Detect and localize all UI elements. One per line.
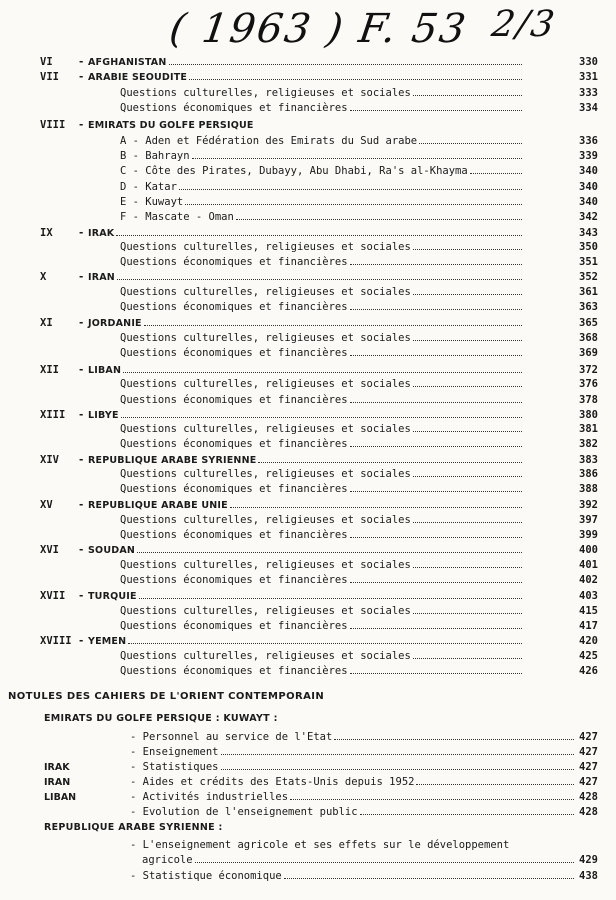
toc-entry-subtopic bbox=[0, 393, 616, 408]
toc-entry-country bbox=[0, 589, 616, 604]
page-number: 381 bbox=[579, 423, 598, 435]
toc-entry-country bbox=[0, 543, 616, 558]
subtopic-label: Questions économiques et financières bbox=[120, 665, 348, 677]
leader-dots bbox=[413, 339, 522, 341]
toc-entry-subtopic bbox=[0, 300, 616, 315]
subtopic bbox=[120, 346, 524, 361]
toc-entry-subtopic bbox=[0, 528, 616, 543]
subtopic-label: Questions économiques et financières bbox=[120, 256, 348, 268]
leader-dots bbox=[128, 642, 522, 644]
subtopic-label: Questions culturelles, religieuses et sociales bbox=[120, 423, 411, 435]
subtopic-label: E - Kuwayt bbox=[120, 196, 184, 208]
leader-dots bbox=[137, 551, 522, 553]
country-title bbox=[88, 316, 524, 331]
roman-numeral: IX bbox=[40, 227, 53, 239]
subtopic bbox=[120, 437, 524, 452]
notule-item bbox=[130, 790, 576, 805]
leader-dots bbox=[416, 783, 574, 785]
notule-country: IRAK bbox=[44, 762, 70, 773]
subtopic-label: Questions économiques et financières bbox=[120, 102, 348, 114]
notule-entry bbox=[0, 790, 616, 805]
page-number: 365 bbox=[579, 317, 598, 329]
subtopic-label: Questions économiques et financières bbox=[120, 529, 348, 541]
notule-entry bbox=[0, 745, 616, 760]
notule-item bbox=[130, 838, 576, 853]
page-number: 336 bbox=[579, 135, 598, 147]
notule-entry bbox=[0, 775, 616, 790]
country-title bbox=[88, 70, 524, 85]
subtopic-label: Questions culturelles, religieuses et sociales bbox=[120, 514, 411, 526]
page-number: 363 bbox=[579, 301, 598, 313]
leader-dots bbox=[185, 203, 522, 205]
toc-entry-subtopic bbox=[0, 422, 616, 437]
subtopic bbox=[120, 558, 524, 573]
country-name: TURQUIE bbox=[88, 591, 137, 602]
subtopic bbox=[120, 134, 524, 149]
country-name: YEMEN bbox=[88, 636, 127, 647]
roman-numeral: X bbox=[40, 271, 47, 283]
page-number: 427 bbox=[579, 731, 598, 743]
leader-dots bbox=[350, 627, 522, 629]
page-number: 333 bbox=[579, 87, 598, 99]
subtopic bbox=[120, 604, 524, 619]
page-number: 392 bbox=[579, 499, 598, 511]
toc-entry-subtopic bbox=[0, 467, 616, 482]
toc-entry-subtopic bbox=[0, 255, 616, 270]
leader-dots bbox=[139, 597, 522, 599]
page-number: 415 bbox=[579, 605, 598, 617]
subtopic-label: Questions culturelles, religieuses et sociales bbox=[120, 559, 411, 571]
subtopic bbox=[120, 180, 524, 195]
leader-dots bbox=[236, 218, 522, 220]
notule-label: - Evolution de l'enseignement public bbox=[130, 806, 358, 818]
subtopic bbox=[120, 255, 524, 270]
subtopic-label: Questions économiques et financières bbox=[120, 574, 348, 586]
subtopic-label: D - Katar bbox=[120, 181, 177, 193]
page-number: 402 bbox=[579, 574, 598, 586]
subtopic bbox=[120, 528, 524, 543]
page-number: 372 bbox=[579, 364, 598, 376]
roman-numeral: XVIII bbox=[40, 635, 72, 647]
toc-entry-country bbox=[0, 55, 616, 70]
subtopic bbox=[120, 467, 524, 482]
leader-dots bbox=[195, 861, 574, 863]
entry-dash: - bbox=[78, 635, 85, 647]
leader-dots bbox=[350, 263, 522, 265]
entry-dash: - bbox=[78, 454, 85, 466]
notule-item bbox=[130, 760, 576, 775]
page-number: 438 bbox=[579, 870, 598, 882]
notule-country: LIBAN bbox=[44, 792, 77, 803]
notule-item bbox=[130, 730, 576, 745]
page-number: 427 bbox=[579, 746, 598, 758]
leader-dots bbox=[123, 371, 522, 373]
toc-entry-subtopic bbox=[0, 180, 616, 195]
toc-entry-subtopic bbox=[0, 101, 616, 116]
leader-dots bbox=[192, 157, 522, 159]
country-name: IRAK bbox=[88, 228, 115, 239]
country-title bbox=[88, 589, 524, 604]
entry-dash: - bbox=[78, 590, 85, 602]
page-number: 331 bbox=[579, 71, 598, 83]
roman-numeral: XIV bbox=[40, 454, 59, 466]
notules-group-kuwayt: EMIRATS DU GOLFE PERSIQUE : KUWAYT : bbox=[44, 713, 278, 724]
handwritten-fraction: 2/3 bbox=[489, 4, 559, 45]
notule-entry bbox=[0, 730, 616, 745]
leader-dots bbox=[258, 461, 522, 463]
subtopic bbox=[120, 482, 524, 497]
subtopic-label: Questions économiques et financières bbox=[120, 394, 348, 406]
country-title bbox=[88, 118, 524, 133]
page-number: 388 bbox=[579, 483, 598, 495]
subtopic bbox=[120, 377, 524, 392]
notule-label: - Activités industrielles bbox=[130, 791, 289, 803]
subtopic bbox=[120, 240, 524, 255]
page-number: 429 bbox=[579, 854, 598, 866]
subtopic bbox=[120, 393, 524, 408]
toc-entry-subtopic bbox=[0, 134, 616, 149]
toc-entry-country bbox=[0, 634, 616, 649]
leader-dots bbox=[116, 234, 522, 236]
leader-dots bbox=[169, 63, 522, 65]
leader-dots bbox=[230, 506, 522, 508]
page-number: 380 bbox=[579, 409, 598, 421]
country-title bbox=[88, 634, 524, 649]
page-number: 376 bbox=[579, 378, 598, 390]
entry-dash: - bbox=[78, 364, 85, 376]
leader-dots bbox=[413, 430, 522, 432]
entry-dash: - bbox=[78, 119, 85, 131]
leader-dots bbox=[350, 308, 522, 310]
page-number: 427 bbox=[579, 761, 598, 773]
subtopic-label: Questions culturelles, religieuses et sociales bbox=[120, 332, 411, 344]
country-title bbox=[88, 408, 524, 423]
country-name: JORDANIE bbox=[88, 318, 142, 329]
entry-dash: - bbox=[78, 544, 85, 556]
entry-dash: - bbox=[78, 56, 85, 68]
leader-dots bbox=[360, 813, 574, 815]
subtopic-label: C - Côte des Pirates, Dubayy, Abu Dhabi, Ra's al-Khayma bbox=[120, 165, 468, 177]
subtopic-label: Questions économiques et financières bbox=[120, 620, 348, 632]
subtopic bbox=[120, 210, 524, 225]
country-name: IRAN bbox=[88, 272, 115, 283]
subtopic-label: Questions culturelles, religieuses et sociales bbox=[120, 468, 411, 480]
toc-entry-subtopic bbox=[0, 210, 616, 225]
entry-dash: - bbox=[78, 499, 85, 511]
notule-item bbox=[130, 745, 576, 760]
leader-dots bbox=[350, 490, 522, 492]
toc-entry-subtopic bbox=[0, 195, 616, 210]
subtopic bbox=[120, 149, 524, 164]
page-number: 369 bbox=[579, 347, 598, 359]
page-number: 427 bbox=[579, 776, 598, 788]
notule-item bbox=[130, 805, 576, 820]
toc-entry-subtopic bbox=[0, 377, 616, 392]
page-number: 351 bbox=[579, 256, 598, 268]
page-number: 378 bbox=[579, 394, 598, 406]
subtopic-label: Questions culturelles, religieuses et sociales bbox=[120, 605, 411, 617]
country-title bbox=[88, 55, 524, 70]
roman-numeral: XV bbox=[40, 499, 53, 511]
notule-item bbox=[142, 853, 576, 868]
subtopic-label: Questions économiques et financières bbox=[120, 483, 348, 495]
page-number: 400 bbox=[579, 544, 598, 556]
page-number: 340 bbox=[579, 165, 598, 177]
subtopic-label: A - Aden et Fédération des Emirats du Sud arabe bbox=[120, 135, 418, 147]
leader-dots bbox=[334, 738, 574, 740]
leader-dots bbox=[413, 612, 522, 614]
country-title bbox=[88, 543, 524, 558]
notule-country: IRAN bbox=[44, 777, 71, 788]
subtopic-label: Questions économiques et financières bbox=[120, 347, 348, 359]
toc-entry-subtopic bbox=[0, 285, 616, 300]
page-number: 425 bbox=[579, 650, 598, 662]
notule-label: - L'enseignement agricole et ses effets sur le développement bbox=[130, 839, 510, 851]
toc-entry-country bbox=[0, 70, 616, 85]
notule-item bbox=[130, 775, 576, 790]
country-name: AFGHANISTAN bbox=[88, 57, 167, 68]
page-number: 428 bbox=[579, 806, 598, 818]
subtopic bbox=[120, 164, 524, 179]
subtopic bbox=[120, 513, 524, 528]
toc-entry-subtopic bbox=[0, 331, 616, 346]
leader-dots bbox=[121, 416, 522, 418]
country-name: REPUBLIQUE ARABE SYRIENNE bbox=[88, 455, 257, 466]
toc-entry-subtopic bbox=[0, 482, 616, 497]
page-number: 428 bbox=[579, 791, 598, 803]
page-number: 401 bbox=[579, 559, 598, 571]
page-number: 340 bbox=[579, 196, 598, 208]
leader-dots bbox=[350, 401, 522, 403]
page-number: 340 bbox=[579, 181, 598, 193]
toc-entry-country bbox=[0, 363, 616, 378]
subtopic-label: B - Bahrayn bbox=[120, 150, 190, 162]
page-number: 417 bbox=[579, 620, 598, 632]
country-title bbox=[88, 453, 524, 468]
page-number: 339 bbox=[579, 150, 598, 162]
entry-dash: - bbox=[78, 271, 85, 283]
country-name: LIBAN bbox=[88, 365, 122, 376]
leader-dots bbox=[413, 475, 522, 477]
subtopic bbox=[120, 331, 524, 346]
toc-entry-subtopic bbox=[0, 649, 616, 664]
page-number: 386 bbox=[579, 468, 598, 480]
toc-entry-subtopic bbox=[0, 86, 616, 101]
country-name: LIBYE bbox=[88, 410, 119, 421]
toc-entry-country bbox=[0, 316, 616, 331]
roman-numeral: XIII bbox=[40, 409, 66, 421]
leader-dots bbox=[350, 672, 522, 674]
roman-numeral: VII bbox=[40, 71, 59, 83]
page-number: 426 bbox=[579, 665, 598, 677]
subtopic-label: Questions culturelles, religieuses et sociales bbox=[120, 87, 411, 99]
page-number: 334 bbox=[579, 102, 598, 114]
subtopic-label: Questions économiques et financières bbox=[120, 301, 348, 313]
page-number: 399 bbox=[579, 529, 598, 541]
country-title bbox=[88, 226, 524, 241]
notules-heading: NOTULES DES CAHIERS DE L'ORIENT CONTEMPORAIN bbox=[8, 691, 325, 702]
entry-dash: - bbox=[78, 227, 85, 239]
page-number: 342 bbox=[579, 211, 598, 223]
leader-dots bbox=[413, 657, 522, 659]
subtopic bbox=[120, 300, 524, 315]
toc-entry-subtopic bbox=[0, 164, 616, 179]
toc-entry-subtopic bbox=[0, 604, 616, 619]
leader-dots bbox=[413, 385, 522, 387]
page-number: 403 bbox=[579, 590, 598, 602]
leader-dots bbox=[413, 94, 522, 96]
notule-label: agricole bbox=[142, 854, 193, 866]
leader-dots bbox=[221, 768, 574, 770]
page-number: 420 bbox=[579, 635, 598, 647]
leader-dots bbox=[413, 521, 522, 523]
roman-numeral: XVI bbox=[40, 544, 59, 556]
country-title bbox=[88, 363, 524, 378]
leader-dots bbox=[350, 581, 522, 583]
country-name: ARABIE SEOUDITE bbox=[88, 72, 188, 83]
page-number: 368 bbox=[579, 332, 598, 344]
entry-dash: - bbox=[78, 71, 85, 83]
leader-dots bbox=[413, 566, 522, 568]
toc-entry-subtopic bbox=[0, 619, 616, 634]
roman-numeral: XII bbox=[40, 364, 59, 376]
leader-dots bbox=[350, 109, 522, 111]
subtopic-label: F - Mascate - Oman bbox=[120, 211, 234, 223]
notule-label: - Aides et crédits des Etats-Unis depuis 1952 bbox=[130, 776, 415, 788]
notule-label: - Enseignement bbox=[130, 746, 219, 758]
leader-dots bbox=[290, 798, 574, 800]
leader-dots bbox=[350, 445, 522, 447]
notule-entry bbox=[0, 805, 616, 820]
subtopic-label: Questions culturelles, religieuses et sociales bbox=[120, 650, 411, 662]
notule-entry bbox=[0, 869, 616, 884]
leader-dots bbox=[284, 877, 574, 879]
leader-dots bbox=[350, 354, 522, 356]
leader-dots bbox=[144, 324, 522, 326]
subtopic bbox=[120, 101, 524, 116]
subtopic bbox=[120, 649, 524, 664]
page-number: 361 bbox=[579, 286, 598, 298]
toc-entry-country bbox=[0, 226, 616, 241]
leader-dots bbox=[419, 142, 522, 144]
handwritten-reference: ( 1963 ) F. 53 bbox=[166, 6, 471, 52]
toc-entry-country bbox=[0, 498, 616, 513]
roman-numeral: VI bbox=[40, 56, 53, 68]
subtopic-label: Questions culturelles, religieuses et sociales bbox=[120, 378, 411, 390]
page-number: 383 bbox=[579, 454, 598, 466]
country-name: SOUDAN bbox=[88, 545, 136, 556]
toc-entry-subtopic bbox=[0, 573, 616, 588]
subtopic-label: Questions culturelles, religieuses et sociales bbox=[120, 241, 411, 253]
toc-entry-country bbox=[0, 118, 616, 133]
toc-entry-country bbox=[0, 270, 616, 285]
page-number: 352 bbox=[579, 271, 598, 283]
toc-entry-subtopic bbox=[0, 149, 616, 164]
page-number: 330 bbox=[579, 56, 598, 68]
subtopic-label: Questions économiques et financières bbox=[120, 438, 348, 450]
notules-group-syrie: REPUBLIQUE ARABE SYRIENNE : bbox=[44, 822, 223, 833]
subtopic bbox=[120, 619, 524, 634]
toc-entry-subtopic bbox=[0, 513, 616, 528]
toc-entry-country bbox=[0, 453, 616, 468]
notule-entry bbox=[0, 853, 616, 868]
notule-entry bbox=[0, 838, 616, 853]
subtopic bbox=[120, 664, 524, 679]
toc-entry-subtopic bbox=[0, 437, 616, 452]
toc-entry-subtopic bbox=[0, 558, 616, 573]
toc-entry-subtopic bbox=[0, 664, 616, 679]
toc-entry-country bbox=[0, 408, 616, 423]
country-title bbox=[88, 498, 524, 513]
notule-entry bbox=[0, 760, 616, 775]
country-name: EMIRATS DU GOLFE PERSIQUE bbox=[88, 120, 254, 131]
leader-dots bbox=[221, 753, 574, 755]
notule-label: - Statistique économique bbox=[130, 870, 282, 882]
leader-dots bbox=[413, 248, 522, 250]
roman-numeral: XVII bbox=[40, 590, 66, 602]
entry-dash: - bbox=[78, 317, 85, 329]
leader-dots bbox=[470, 172, 522, 174]
country-title bbox=[88, 270, 524, 285]
page-number: 382 bbox=[579, 438, 598, 450]
subtopic bbox=[120, 422, 524, 437]
subtopic bbox=[120, 86, 524, 101]
notule-label: - Statistiques bbox=[130, 761, 219, 773]
leader-dots bbox=[350, 536, 522, 538]
notule-item bbox=[130, 869, 576, 884]
subtopic bbox=[120, 285, 524, 300]
subtopic-label: Questions culturelles, religieuses et sociales bbox=[120, 286, 411, 298]
notule-label: - Personnel au service de l'Etat bbox=[130, 731, 333, 743]
subtopic bbox=[120, 195, 524, 210]
entry-dash: - bbox=[78, 409, 85, 421]
leader-dots bbox=[189, 78, 522, 80]
toc-entry-subtopic bbox=[0, 240, 616, 255]
country-name: REPUBLIQUE ARABE UNIE bbox=[88, 500, 228, 511]
page-number: 343 bbox=[579, 227, 598, 239]
leader-dots bbox=[117, 278, 522, 280]
roman-numeral: VIII bbox=[40, 119, 66, 131]
page-number: 397 bbox=[579, 514, 598, 526]
roman-numeral: XI bbox=[40, 317, 53, 329]
page-number: 350 bbox=[579, 241, 598, 253]
leader-dots bbox=[413, 293, 522, 295]
toc-entry-subtopic bbox=[0, 346, 616, 361]
subtopic bbox=[120, 573, 524, 588]
leader-dots bbox=[179, 188, 522, 190]
